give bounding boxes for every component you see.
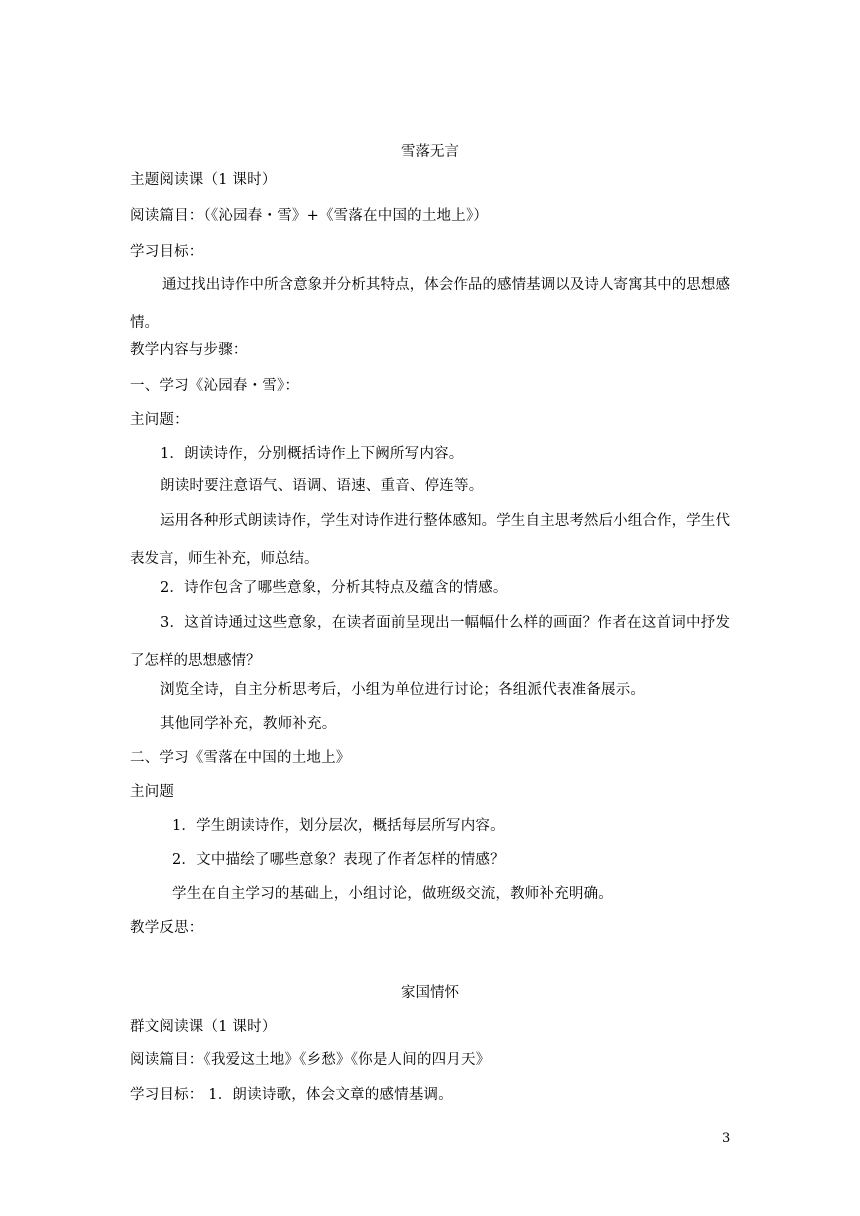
course-type-2: 群文阅读课（1 课时） [130, 1019, 277, 1035]
question-1-3-supplement: 其他同学补充，教师补充。 [160, 716, 337, 732]
content-label: 教学内容与步骤： [130, 342, 248, 358]
goal-text-1: 通过找出诗作中所含意象并分析其特点，体会作品的感情基调以及诗人寄寓其中的思想感情。 [130, 277, 730, 331]
reading-list-1: 阅读篇目：（《沁园春・雪》+《雪落在中国的土地上》） [130, 208, 489, 224]
reflection-label: 教学反思： [130, 920, 204, 936]
section-title-2: 家国情怀 [401, 985, 459, 1001]
question-1-note: 朗读时要注意语气、语调、语速、重音、停连等。 [160, 478, 484, 494]
main-question-label-1: 主问题： [130, 412, 189, 428]
reading-list-2: 阅读篇目：《我爱这土地》《乡愁》《你是人间的四月天》 [130, 1052, 491, 1068]
section-heading-1: 一、学习《沁园春・雪》： [130, 378, 300, 394]
section-heading-2: 二、学习《雪落在中国的土地上》 [130, 750, 351, 766]
question-2-method: 学生在自主学习的基础上，小组讨论，做班级交流，教师补充明确。 [172, 886, 613, 902]
question-1-3-method: 浏览全诗，自主分析思考后，小组为单位进行讨论；各组派代表准备展示。 [160, 682, 646, 698]
goal-2: 学习目标： 1．朗读诗歌，体会文章的感情基调。 [130, 1087, 453, 1103]
course-type-1: 主题阅读课（1 课时） [130, 172, 277, 188]
page-number: 3 [722, 1131, 731, 1146]
goal-label-1: 学习目标： [130, 244, 204, 260]
question-2-1: 1．学生朗读诗作，划分层次，概括每层所写内容。 [172, 818, 505, 834]
section-title-1: 雪落无言 [401, 144, 459, 160]
question-1-method: 运用各种形式朗读诗作，学生对诗作进行整体感知。学生自主思考然后小组合作，学生代表发言，师生补充，师总结。 [130, 513, 730, 567]
question-2-2: 2．文中描绘了哪些意象？表现了作者怎样的情感？ [172, 852, 505, 868]
question-1-3: 3．这首诗通过这些意象，在读者面前呈现出一幅幅什么样的画面？作者在这首词中抒发了怎样的思想感情？ [130, 615, 730, 669]
question-1-2: 2．诗作包含了哪些意象，分析其特点及蕴含的情感。 [160, 580, 508, 596]
question-1-1: 1．朗读诗作，分别概括诗作上下阙所写内容。 [160, 446, 464, 462]
main-question-label-2: 主问题 [130, 784, 175, 800]
